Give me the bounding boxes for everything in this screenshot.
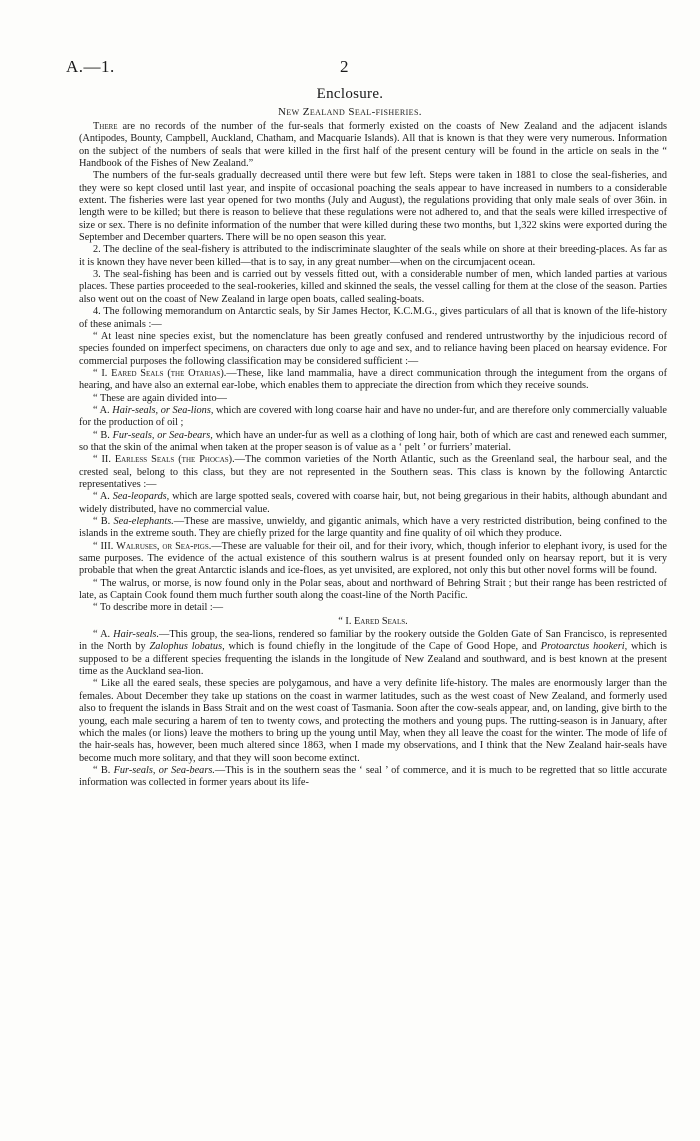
paragraph: “ I. Eared Seals (the Otarias).—These, like land mammalia, have a direct communication through the integument from the organs of hearing, and have also an external ear-lobe, which enables them to appreciate the direction from which they receive sounds. [79, 367, 668, 392]
paragraph: The numbers of the fur-seals gradually decreased until there were but few left. Steps were taken in 1881 to close the seal-fisheries, and they were so kept closed until last year, and inspite of occasional poaching the seals appear to have increased in numbers to a considerable extent. The fisheries were last year opened for two months (July and August), the regulations providing that only male seals of over 36in. in length were to be killed; but there is reason to believe that these regulations were not adhered to, and that the seals were killed irrespective of size or sex. There is no definite information of the number that were killed during these two months, but 1,322 skins were exported during the September and December quarters. There will be no open season this year. [79, 170, 667, 244]
paragraph: “ B. Fur-seals, or Sea-bears.—This is in the southern seas the ‘ seal ’ of commerce, and it is much to be regretted that so little accurate information was collected in former years about its life- [79, 764, 667, 789]
paragraph: “ A. Sea-leopards, which are large spotted seals, covered with coarse hair, but, not being gregarious in their habits, although abundant and widely distributed, have no commercial value. [79, 491, 667, 515]
paragraph: “ These are again divided into— [93, 392, 227, 404]
paragraph: “ A. Hair-seals.—This group, the sea-lions, rendered so familiar by the rookery outside the Golden Gate of San Francisco, is represented in the North by Zalophus lobatus, which is found chiefly in the longitude of the Cape of Good Hope, and Protoarctus hookeri, which is supposed to be a different species frequenting the islands in the longitude of New Zealand and southward, and is best known at the present time as the Auckland sea-lion. [79, 629, 667, 678]
paragraph: “ B. Fur-seals, or Sea-bears, which have an under-fur as well as a clothing of long hair, both of which are cast and renewed each summer, so that the skin of the animal when taken at the proper season is of value as a ‘ pelt ’ or furriers’ material. [79, 429, 667, 453]
document-body [79, 121, 667, 790]
page-reference: A.—1. [66, 57, 115, 76]
enclosure-heading: Enclosure. [316, 86, 384, 102]
paragraph: 4. The following memorandum on Antarctic seals, by Sir James Hector, K.C.M.G., gives particulars of all that is known of the life-history of these animals :— [79, 306, 667, 330]
paragraph: “ III. Walruses, or Sea-pigs.—These are valuable for their oil, and for their ivory, which, though inferior to elephant ivory, is used for the same purposes. The evidence of the actual existence of this southern walrus is at present founded only on hearsay report, but it is very probable that when the great Antarctic islands and ice-floes, as yet unvisited, are explored, not only this but other novel forms will be found. [79, 540, 667, 577]
paragraph: “ Like all the eared seals, these species are polygamous, and have a very definite life-history. The males are enormously larger than the females. About December they take up stations on the coast in warmer latitudes, such as the west coast of New Zealand, and formerly used also to frequent the islands in Bass Strait and on the west coast of Tasmania. Soon after the cow-seals appear, and, on landing, give birth to the young, each male securing a harem of ten to twenty cows, and protecting the mothers and young pups. The rutting-season is in January, after which the males (or lions) leave the mothers to bring up the young until May, when they all leave the coast for the winter. The mode of life of the hair-seals has, however, been much altered since 1863, when I made my observations, and I think that the New Zealand hair-seals have become much more solitary, and that they will soon become extinct. [79, 678, 667, 764]
paragraph: “ At least nine species exist, but the nomenclature has been greatly confused and rendered untrustworthy by the injudicious record of species founded on imperfect specimens, on characters due only to age and sex, and to reliance having been placed on hearsay evidence. For commercial purposes the following classification may be considered sufficient :— [79, 330, 667, 367]
page-number: 2 [340, 57, 349, 76]
section-heading: “ I. Eared Seals. [338, 615, 408, 627]
paragraph: “ A. Hair-seals, or Sea-lions, which are covered with long coarse hair and have no under-fur, and are therefore only commercially valuable for the production of oil ; [79, 404, 667, 429]
paragraph: There are no records of the number of the fur-seals that formerly existed on the coasts of New Zealand and the adjacent islands (Antipodes, Bounty, Campbell, Auckland, Chatham, and Macquarie Islands). All that is known is that they were very numerous. Information on the subject of the numbers of seals that were killed in the first half of the present century will be found in the article on seals in the “ Handbook of the Fishes of New Zealand.” [79, 121, 667, 170]
article-subheading: New Zealand Seal-fisheries. [278, 106, 422, 118]
paragraph: “ II. Earless Seals (the Phocas).—The common varieties of the North Atlantic, such as the Greenland seal, the harbour seal, and the crested seal, belong to this class, but they are not represented in the Southern seas. This class is known by the following Antarctic representatives :— [79, 454, 667, 490]
paragraph: “ To describe more in detail :— [93, 602, 224, 614]
paragraph: 3. The seal-fishing has been and is carried out by vessels fitted out, with a considerable number of men, which landed parties at various places. These parties proceeded to the seal-rookeries, killed and skinned the seals, the vessel calling for them at the close of the season. Parties also went out on the coast of New Zealand in large open boats, called sealing-boats. [79, 269, 667, 305]
paragraph: 2. The decline of the seal-fishery is attributed to the indiscriminate slaughter of the seals while on shore at their breeding-places. As far as it is known they have never been killed—that is to say, in any great number—when on the circumjacent ocean. [79, 244, 667, 268]
paragraph: “ The walrus, or morse, is now found only in the Polar seas, about and northward of Behring Strait ; but their range has been restricted of late, as Captain Cook found them much further south along the coast-line of the North Pacific. [79, 577, 667, 602]
paragraph: “ B. Sea-elephants.—These are massive, unwieldy, and gigantic animals, which have a very restricted distribution, being confined to the islands in the extreme south. They are chiefly prized for the large quantity and fine quality of oil which they produce. [79, 516, 667, 540]
